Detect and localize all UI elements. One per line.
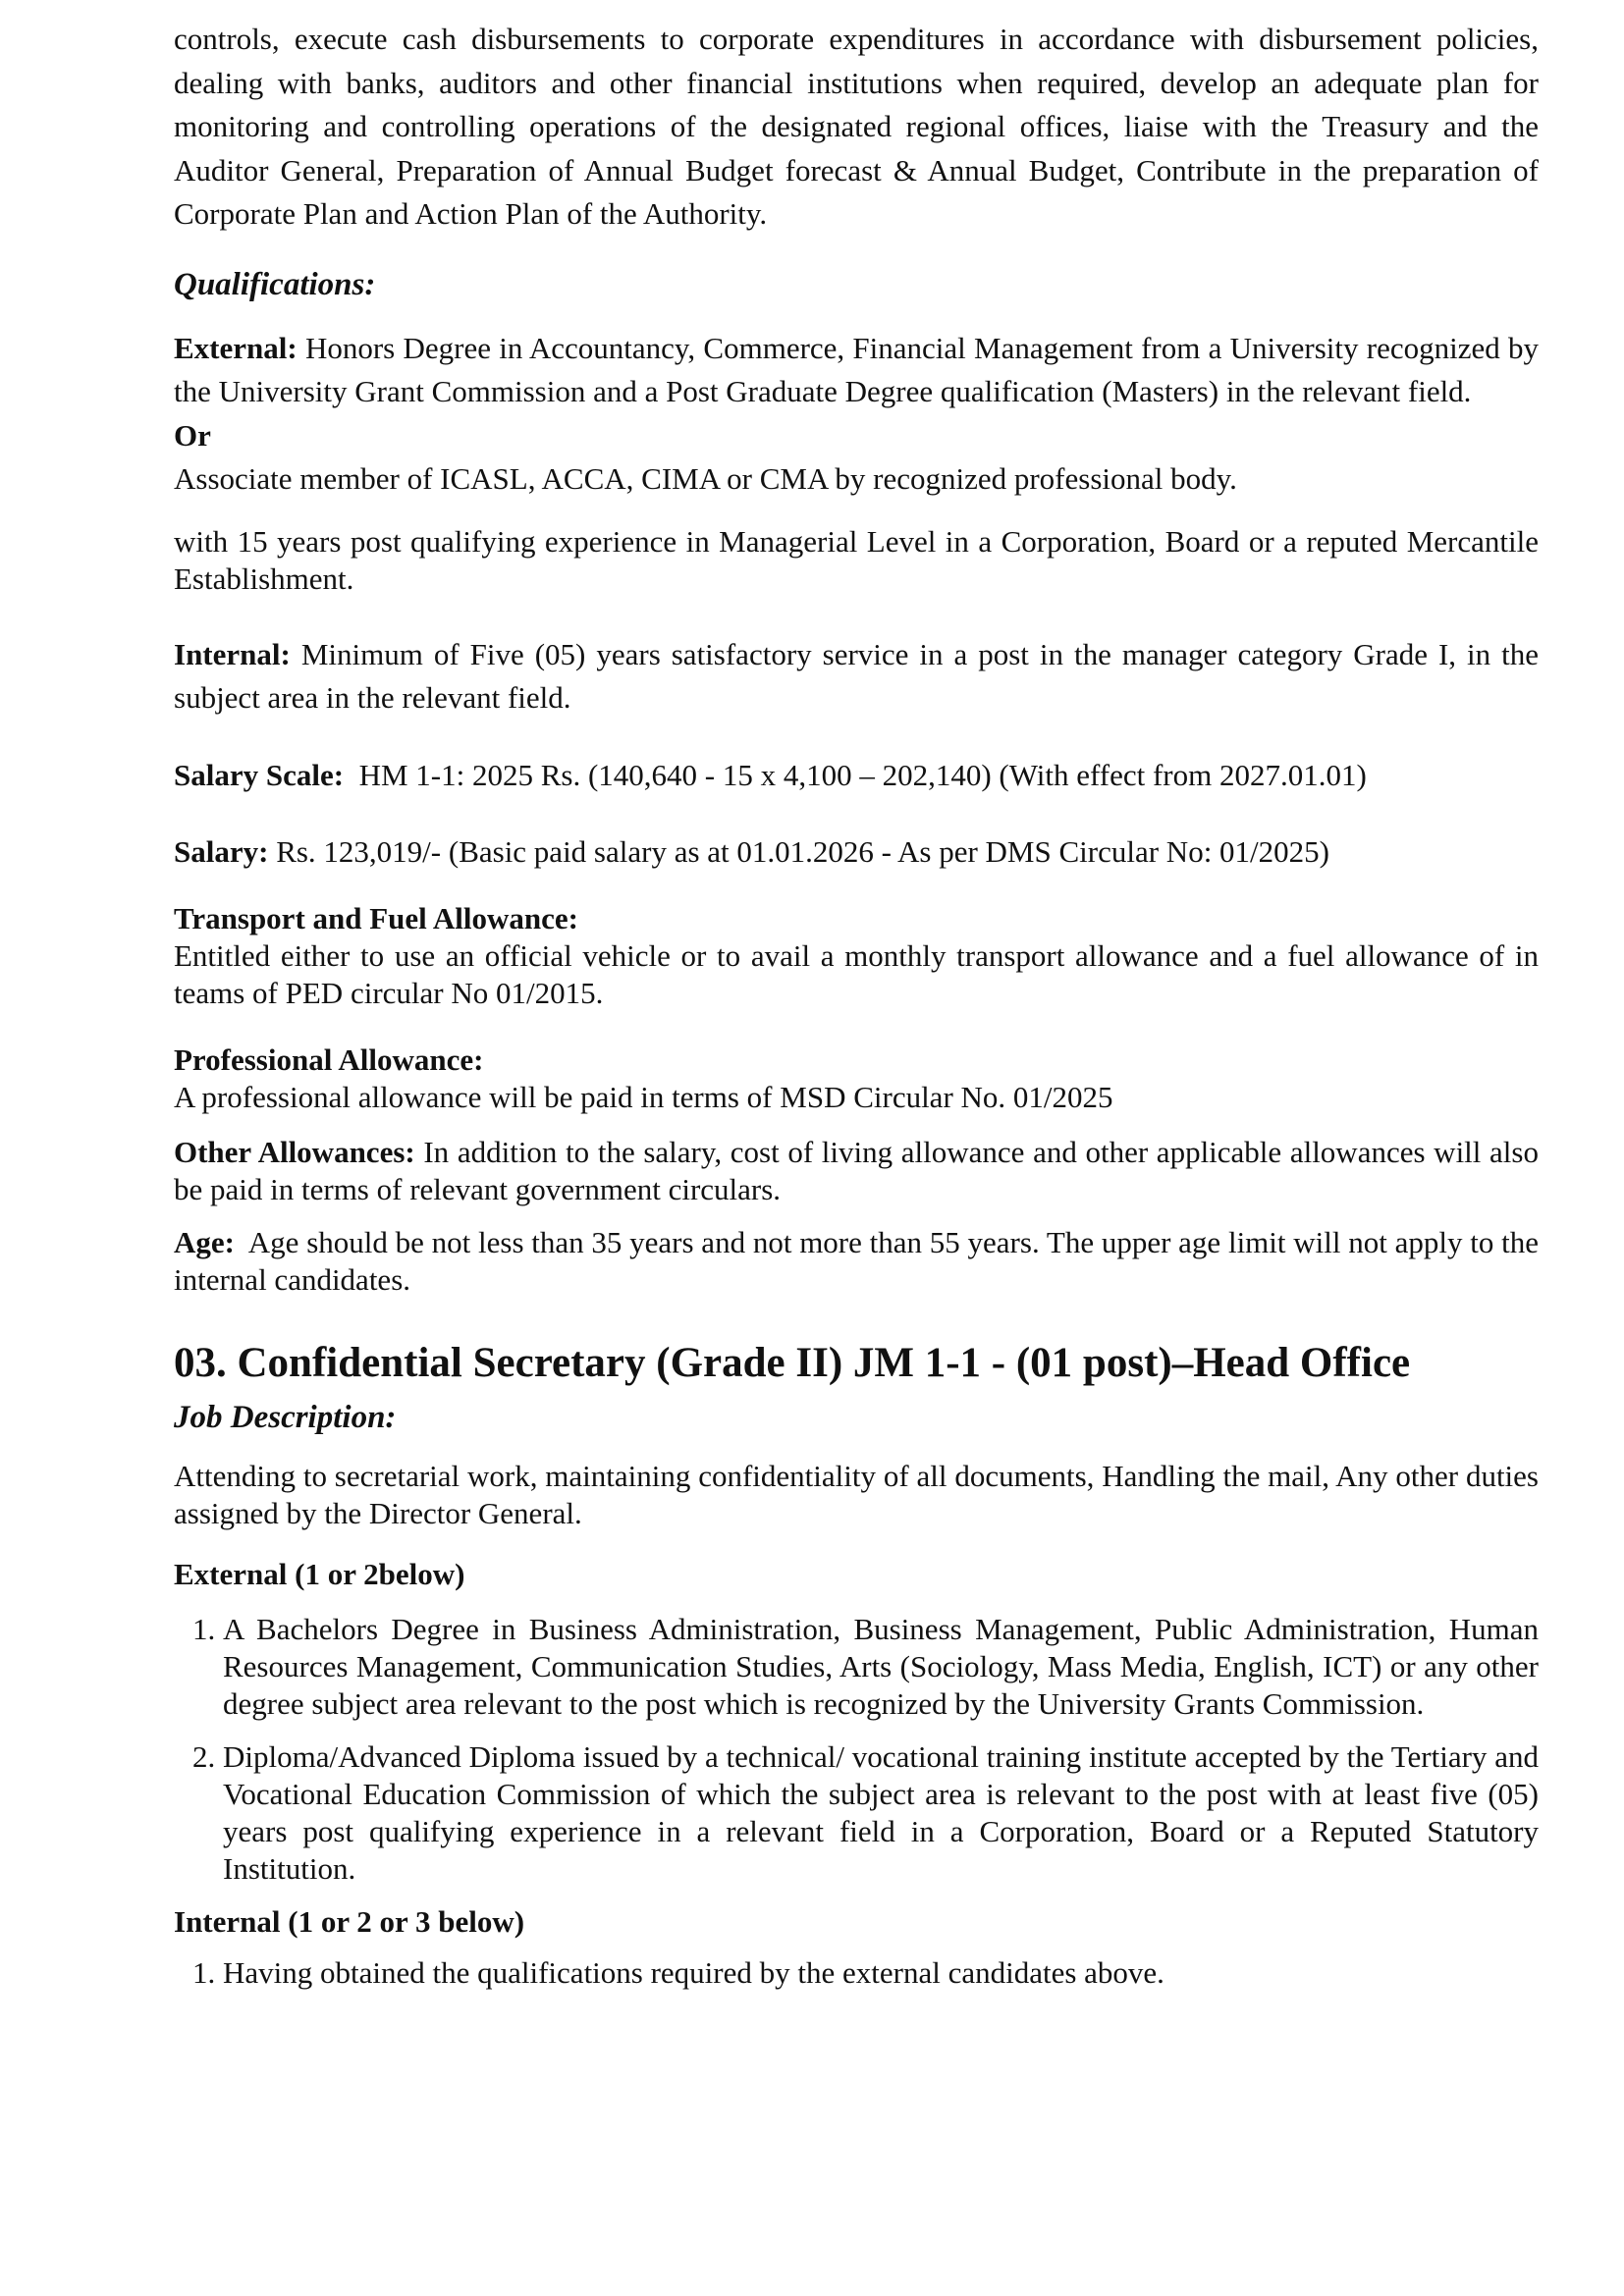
salary-scale-label: Salary Scale: xyxy=(174,757,345,792)
external-text: Honors Degree in Accountancy, Commerce, Financial Management from a University recognized by the University Grant Commission and a Post Graduate Degree qualification (Masters) in the relevant field. xyxy=(174,330,1539,408)
section-03-title: 03. Confidential Secretary (Grade II) JM 1-1 - (01 post)–Head Office xyxy=(174,1339,1411,1386)
list-item: 1. Having obtained the qualifications required by the external candidates above. xyxy=(223,1954,1539,1992)
salary-scale-text: HM 1-1: 2025 Rs. (140,640 - 15 x 4,100 – 202,140) (With effect from 2027.01.01) xyxy=(344,757,1367,792)
job-description-heading: Job Description: xyxy=(174,1399,397,1435)
other-allowances xyxy=(174,1134,1539,1208)
job-description-text: Attending to secretarial work, maintaining confidentiality of all documents, Handling the mail, Any other duties assigned by the Director General. xyxy=(174,1458,1539,1530)
age-label: Age: xyxy=(174,1224,235,1259)
salary-text: Rs. 123,019/- (Basic paid salary as at 01.01.2026 - As per DMS Circular No: 01/2025) xyxy=(268,834,1329,869)
internal-label: Internal: xyxy=(174,636,291,671)
internal-text: Minimum of Five (05) years satisfactory service in a post in the manager category Grade I, in the subject area in the relevant field. xyxy=(174,636,1539,715)
other-allowances-label: Other Allowances: xyxy=(174,1134,415,1169)
salary-scale xyxy=(174,754,1539,798)
transport-label: Transport and Fuel Allowance: xyxy=(174,900,578,935)
professional-label: Professional Allowance: xyxy=(174,1041,484,1077)
internal-requirements-list xyxy=(174,1954,1539,1992)
associate-text: Associate member of ICASL, ACCA, CIMA or CMA by recognized professional body. xyxy=(174,461,1237,496)
other-allowances-text: In addition to the salary, cost of living allowance and other applicable allowances will also be paid in terms of relevant government circulars. xyxy=(174,1134,1539,1206)
internal-requirements-heading: Internal (1 or 2 or 3 below) xyxy=(174,1903,525,1939)
external-requirements-heading: External (1 or 2below) xyxy=(174,1556,465,1591)
salary xyxy=(174,830,1539,875)
age-text: Age should be not less than 35 years and not more than 55 years. The upper age limit will not apply to the internal candidates. xyxy=(174,1224,1546,1297)
intro-paragraph: controls, execute cash disbursements to corporate expenditures in accordance with disbursement policies, dealing with banks, auditors and other financial institutions when required, develop an adequate plan for monitoring and controlling operations of the designated regional offices, liaise with the Treasury and the Auditor General, Preparation of Annual Budget forecast & Annual Budget, Contribute in the preparation of Corporate Plan and Action Plan of the Authority. xyxy=(174,22,1539,231)
external-label: External: xyxy=(174,330,298,365)
internal-qualification xyxy=(174,633,1539,721)
document-page xyxy=(174,18,1546,1992)
qualifications-heading: Qualifications: xyxy=(174,266,376,302)
salary-label: Salary: xyxy=(174,834,269,869)
list-item: 1. A Bachelors Degree in Business Administration, Business Management, Public Administration, Human Resources Management, Communication Studies, Arts (Sociology, Mass Media, English, ICT) or any other degree subject area relevant to the post which is recognized by the University Grants Commission. xyxy=(223,1611,1539,1723)
experience-text: with 15 years post qualifying experience in Managerial Level in a Corporation, Board or a reputed Mercantile Establishment. xyxy=(174,523,1539,596)
professional-text: A professional allowance will be paid in terms of MSD Circular No. 01/2025 xyxy=(174,1079,1113,1114)
external-requirements-list xyxy=(174,1611,1539,1888)
age xyxy=(174,1224,1546,1299)
transport-text: Entitled either to use an official vehicle or to avail a monthly transport allowance and a fuel allowance of in teams of PED circular No 01/2015. xyxy=(174,937,1539,1010)
external-qualification xyxy=(174,327,1539,414)
or-label: Or xyxy=(174,417,211,453)
list-item: 2. Diploma/Advanced Diploma issued by a technical/ vocational training institute accepted by the Tertiary and Vocational Education Commission of which the subject area is relevant to the post with at least five (05) years post qualifying experience in a relevant field in a Corporation, Board or a Reputed Statutory Institution. xyxy=(223,1738,1539,1888)
